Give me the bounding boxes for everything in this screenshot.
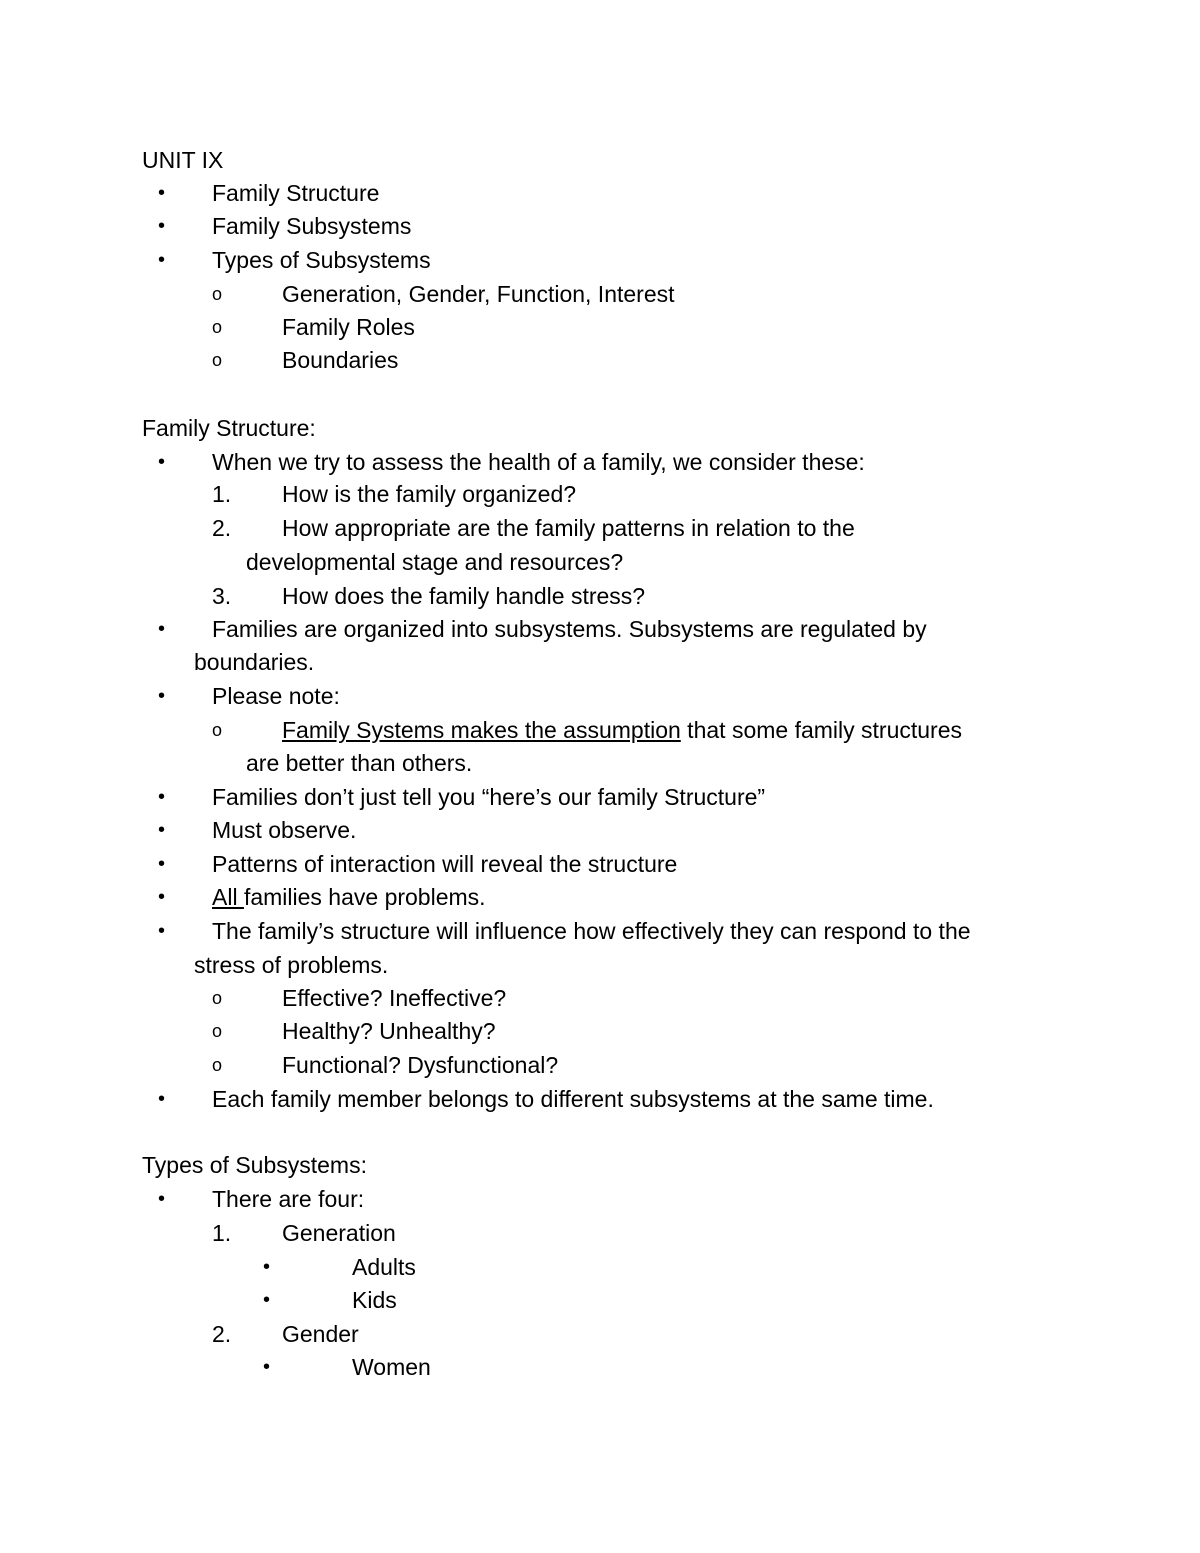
item-number: 1. (212, 481, 232, 507)
numbered-item (0, 1216, 1200, 1250)
hollow-bullet-icon: o (212, 1021, 223, 1041)
sub-item (0, 1014, 1200, 1048)
nested-item-text: Kids (352, 1287, 397, 1313)
problems-rest-text: families have problems. (243, 884, 486, 910)
list-item-text: Each family member belongs to different subsystems at the same time. (212, 1086, 934, 1112)
outline-item (0, 209, 1200, 243)
numbered-item (0, 511, 1200, 545)
bullet-icon: • (263, 1256, 271, 1278)
bullet-icon: • (158, 618, 166, 640)
hollow-bullet-icon: o (212, 350, 223, 370)
list-item-text: Must observe. (212, 817, 357, 843)
bullet-icon: • (158, 249, 166, 271)
item-number: 2. (212, 515, 232, 541)
hollow-bullet-icon: o (212, 720, 223, 740)
outline-sub-item-text: Generation, Gender, Function, Interest (282, 281, 675, 307)
list-item-text: The family’s structure will influence how effectively they can respond to the (212, 918, 971, 944)
sub-item-text: Functional? Dysfunctional? (282, 1052, 559, 1078)
item-number: 1. (212, 1220, 232, 1246)
nested-item (0, 1283, 1200, 1317)
section-heading: Types of Subsystems: (142, 1152, 367, 1178)
bullet-icon: • (158, 786, 166, 808)
bullet-icon: • (158, 853, 166, 875)
bullet-icon: • (158, 182, 166, 204)
continuation-text: developmental stage and resources? (246, 549, 624, 575)
underlined-text: All (212, 884, 244, 910)
list-item (0, 1082, 1200, 1116)
section-heading-family-structure (0, 411, 1200, 445)
list-item-text: There are four: (212, 1186, 365, 1212)
note-item (0, 713, 1200, 747)
continuation-text: boundaries. (194, 649, 315, 675)
outline-sub-item (0, 277, 1200, 311)
item-number: 3. (212, 583, 232, 609)
hollow-bullet-icon: o (212, 317, 223, 337)
numbered-item (0, 477, 1200, 511)
outline-item (0, 243, 1200, 277)
hollow-bullet-icon: o (212, 284, 223, 304)
list-item-text: Families are organized into subsystems. Subsystems are regulated by (212, 616, 927, 642)
section-heading-types (0, 1148, 1200, 1182)
numbered-item (0, 1317, 1200, 1351)
list-item (0, 679, 1200, 713)
bullet-icon: • (158, 215, 166, 237)
nested-item (0, 1350, 1200, 1384)
list-item-text (212, 880, 486, 914)
bullet-icon: • (263, 1356, 271, 1378)
list-item-text: Families don’t just tell you “here’s our family Structure” (212, 784, 766, 810)
bullet-icon: • (158, 819, 166, 841)
numbered-item-text: How appropriate are the family patterns in relation to the (282, 515, 855, 541)
bullet-icon: • (263, 1289, 271, 1311)
sub-item (0, 1048, 1200, 1082)
note-text (282, 713, 962, 747)
list-item (0, 813, 1200, 847)
bullet-icon: • (158, 920, 166, 942)
continuation-text: are better than others. (246, 750, 473, 776)
sub-item-text: Effective? Ineffective? (282, 985, 507, 1011)
numbered-item-text: Generation (282, 1220, 396, 1246)
hollow-bullet-icon: o (212, 1055, 223, 1075)
nested-item-text: Adults (352, 1254, 416, 1280)
list-item-text: Please note: (212, 683, 340, 709)
outline-sub-item-text: Boundaries (282, 347, 399, 373)
numbered-item-continuation (0, 545, 1200, 579)
outline-item-text: Family Structure (212, 180, 380, 206)
list-item (0, 612, 1200, 646)
unit-heading-line (0, 143, 1200, 177)
note-rest-text: that some family structures (680, 717, 962, 743)
sub-item (0, 981, 1200, 1015)
underlined-text: Family Systems makes the assumption (282, 717, 681, 743)
item-number: 2. (212, 1321, 232, 1347)
list-item (0, 847, 1200, 881)
continuation-text: stress of problems. (194, 952, 389, 978)
list-item (0, 880, 1200, 914)
outline-item-text: Types of Subsystems (212, 247, 431, 273)
list-item-text: Patterns of interaction will reveal the structure (212, 851, 678, 877)
outline-item-text: Family Subsystems (212, 213, 412, 239)
list-item-continuation (0, 948, 1200, 982)
sub-item-text: Healthy? Unhealthy? (282, 1018, 496, 1044)
unit-heading: UNIT IX (142, 147, 224, 173)
outline-sub-item-text: Family Roles (282, 314, 415, 340)
note-continuation (0, 746, 1200, 780)
list-item-continuation (0, 645, 1200, 679)
list-item (0, 914, 1200, 948)
section-heading: Family Structure: (142, 415, 316, 441)
outline-item (0, 176, 1200, 210)
numbered-item (0, 579, 1200, 613)
bullet-icon: • (158, 1188, 166, 1210)
numbered-item-text: How does the family handle stress? (282, 583, 646, 609)
bullet-icon: • (158, 685, 166, 707)
numbered-item-text: Gender (282, 1321, 359, 1347)
bullet-icon: • (158, 451, 166, 473)
list-item (0, 1182, 1200, 1216)
list-item (0, 780, 1200, 814)
hollow-bullet-icon: o (212, 988, 223, 1008)
bullet-icon: • (158, 1088, 166, 1110)
list-item-text: When we try to assess the health of a family, we consider these: (212, 449, 865, 475)
outline-sub-item (0, 310, 1200, 344)
list-item (0, 445, 1200, 479)
numbered-item-text: How is the family organized? (282, 481, 577, 507)
nested-item-text: Women (352, 1354, 431, 1380)
nested-item (0, 1250, 1200, 1284)
outline-sub-item (0, 343, 1200, 377)
bullet-icon: • (158, 886, 166, 908)
